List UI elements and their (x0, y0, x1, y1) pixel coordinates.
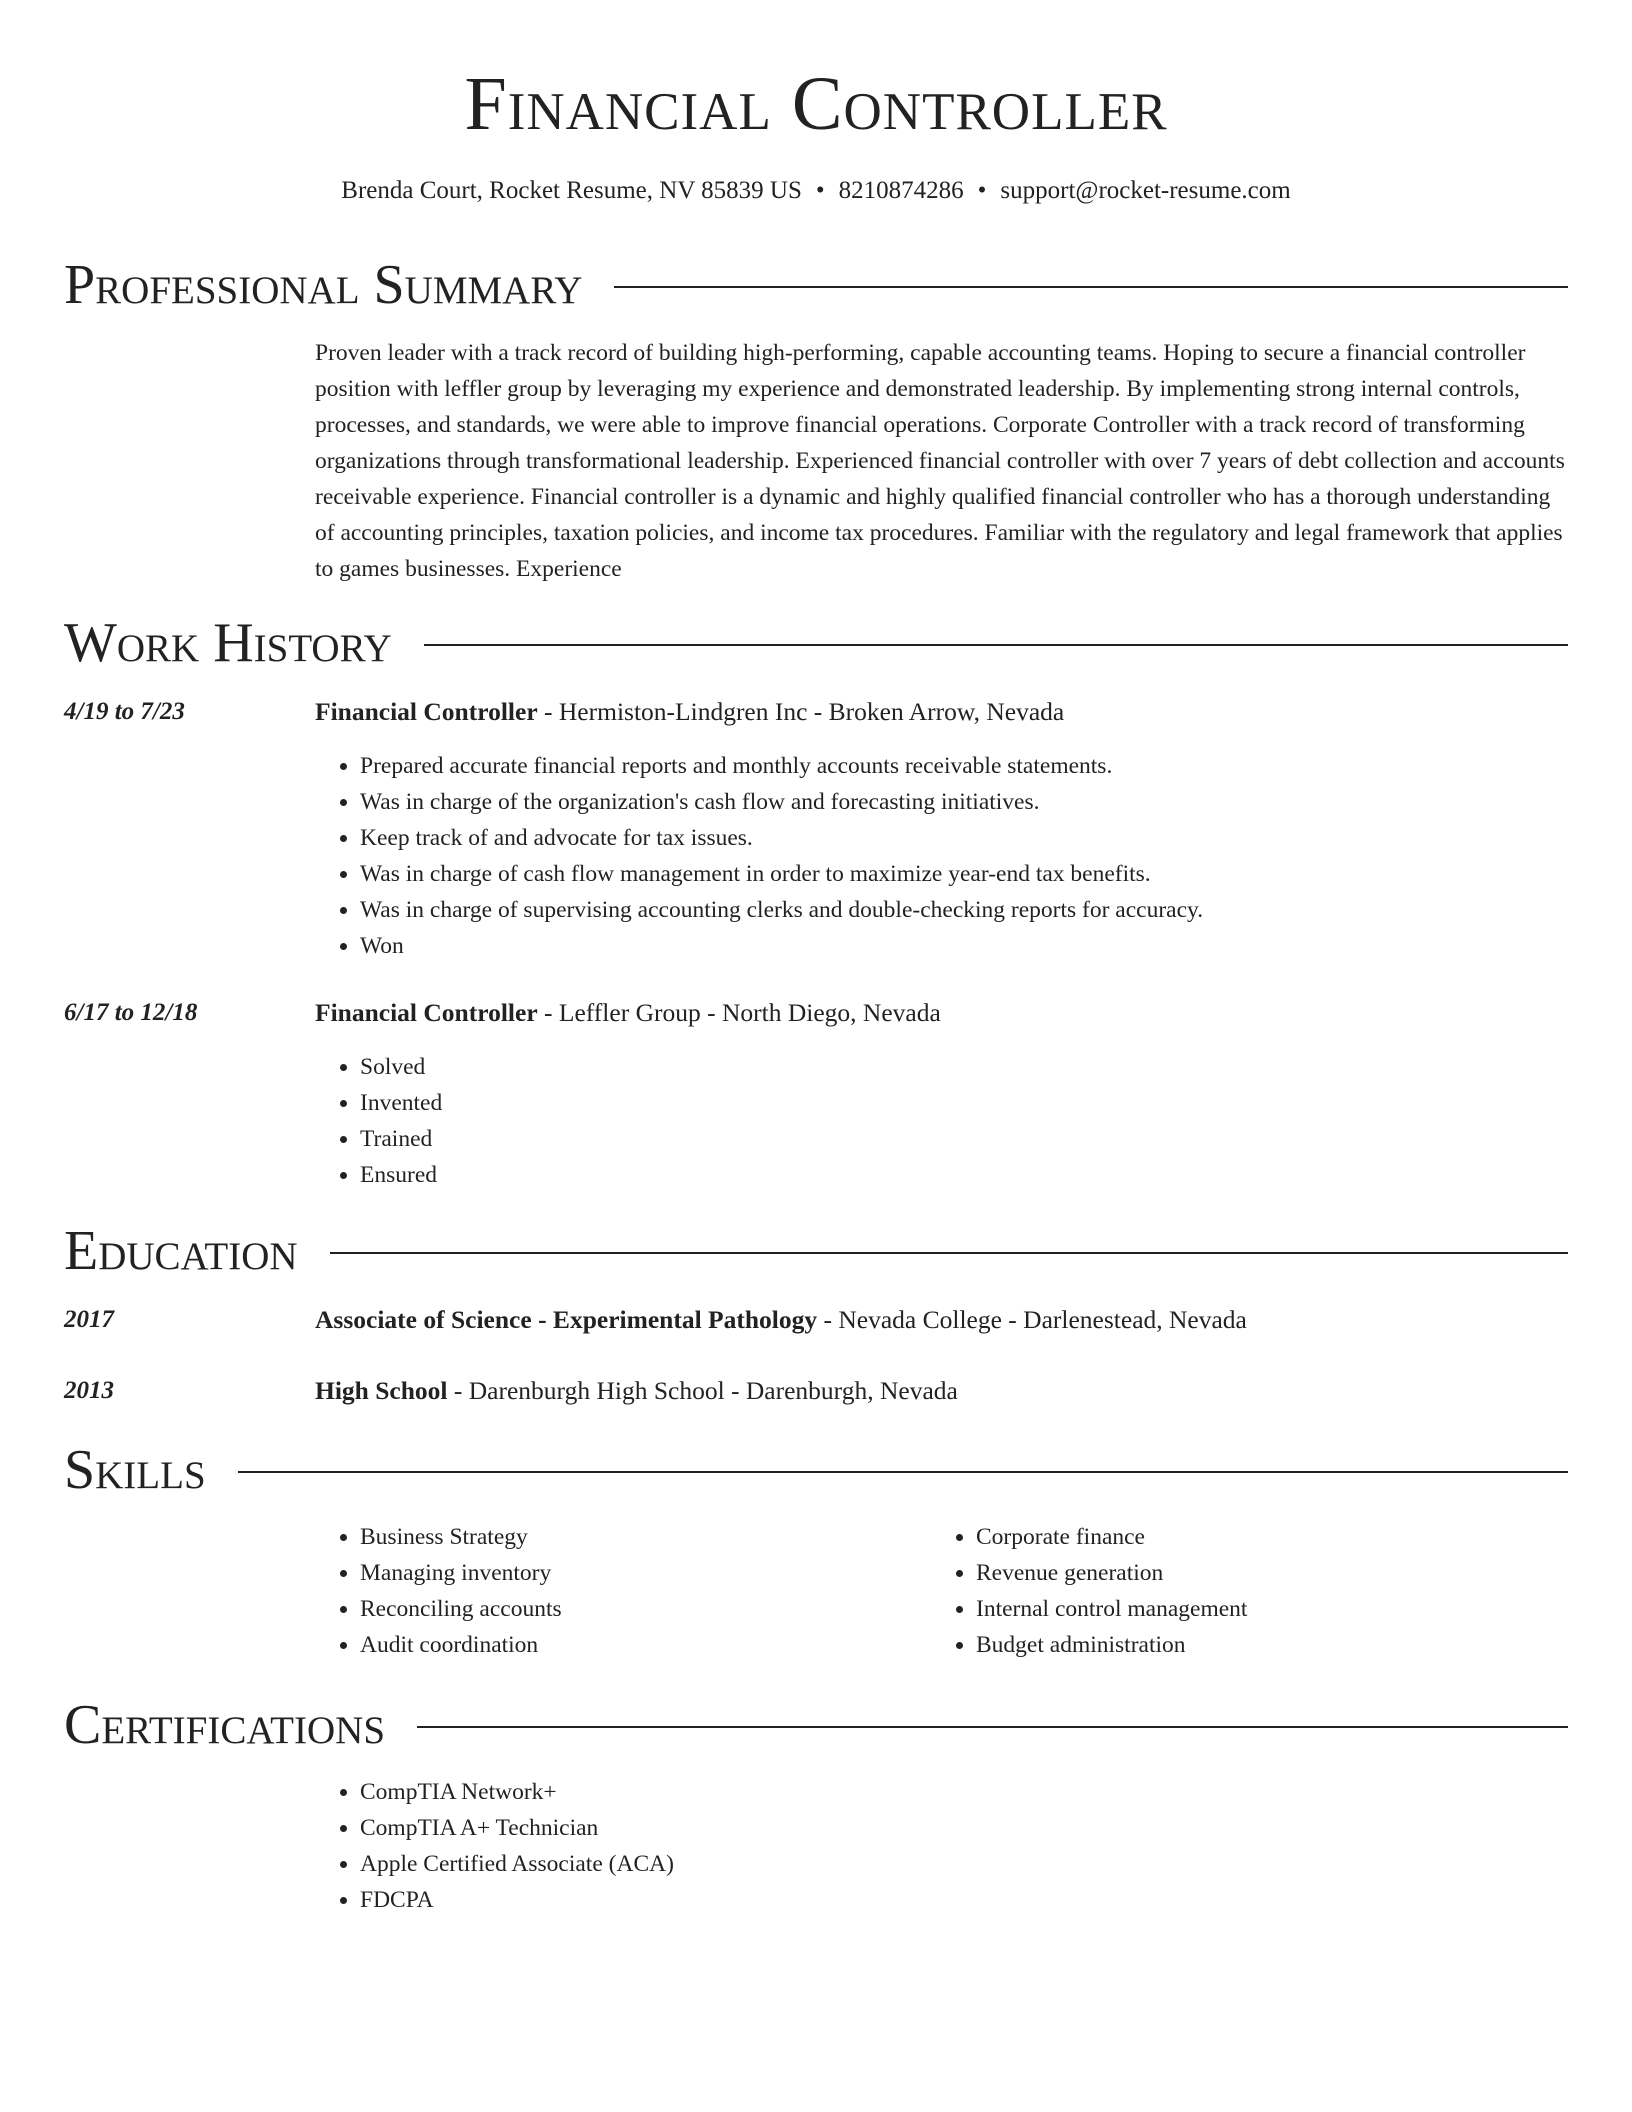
job-title: Financial Controller (315, 697, 538, 726)
education-entry (315, 1374, 958, 1408)
contact-separator: • (977, 177, 987, 204)
job-employer: - Leffler Group - North Diego, Nevada (537, 998, 941, 1027)
section-divider (238, 1471, 1568, 1473)
section-divider (424, 644, 1568, 646)
contact-separator: • (815, 177, 825, 204)
certification-item: • Apple Certified Associate (ACA) (360, 1846, 674, 1882)
section-divider (417, 1726, 1568, 1728)
contact-address: Brenda Court, Rocket Resume, NV 85839 US (341, 177, 802, 204)
section-title-certifications: Certifications (64, 1694, 386, 1756)
section-title-summary: Professional Summary (64, 254, 583, 316)
resume-title: Financial Controller (464, 62, 1168, 146)
certification-item: • CompTIA Network+ (360, 1774, 674, 1810)
certification-item: • CompTIA A+ Technician (360, 1810, 674, 1846)
list-item: • Prepared accurate financial reports and monthly accounts receivable statements. (360, 748, 1203, 784)
job-heading (315, 695, 1064, 729)
education-school: - Darenburgh High School - Darenburgh, Nevada (447, 1376, 958, 1405)
education-school: - Nevada College - Darlenestead, Nevada (817, 1305, 1247, 1334)
skills-list-left (315, 1519, 562, 1663)
section-divider (330, 1252, 1568, 1254)
skill-item: • Revenue generation (976, 1555, 1247, 1591)
job-title: Financial Controller (315, 998, 538, 1027)
skill-item: • Business Strategy (360, 1519, 562, 1555)
job-bullets (315, 1049, 442, 1193)
certifications-list (315, 1774, 674, 1918)
education-entry (315, 1303, 1247, 1337)
contact-email: support@rocket-resume.com (1000, 177, 1291, 204)
section-header-summary (64, 254, 1568, 316)
list-item: • Ensured (360, 1157, 442, 1193)
list-item: • Keep track of and advocate for tax issues. (360, 820, 1203, 856)
skill-item: • Managing inventory (360, 1555, 562, 1591)
certification-item: • FDCPA (360, 1882, 674, 1918)
section-title-skills: Skills (64, 1439, 206, 1501)
section-divider (614, 286, 1568, 288)
skill-item: • Reconciling accounts (360, 1591, 562, 1627)
job-dates: 6/17 to 12/18 (64, 999, 198, 1026)
contact-line (64, 174, 1568, 208)
list-item: • Trained (360, 1121, 442, 1157)
list-item: • Won (360, 928, 1203, 964)
job-heading (315, 996, 941, 1030)
list-item: • Invented (360, 1085, 442, 1121)
job-bullets (315, 748, 1203, 964)
list-item: • Solved (360, 1049, 442, 1085)
contact-phone: 8210874286 (838, 177, 964, 204)
list-item: • Was in charge of the organization's cash flow and forecasting initiatives. (360, 784, 1203, 820)
list-item: • Was in charge of supervising accounting clerks and double-checking reports for accuracy. (360, 892, 1203, 928)
skill-item: • Audit coordination (360, 1627, 562, 1663)
list-item: • Was in charge of cash flow management in order to maximize year-end tax benefits. (360, 856, 1203, 892)
education-year: 2013 (64, 1377, 114, 1404)
job-dates: 4/19 to 7/23 (64, 698, 185, 725)
section-header-skills (64, 1439, 1568, 1501)
section-title-work-history: Work History (64, 612, 392, 674)
section-header-education (64, 1220, 1568, 1282)
education-degree: Associate of Science - Experimental Pathology (315, 1305, 818, 1334)
skill-item: • Corporate finance (976, 1519, 1247, 1555)
section-title-education: Education (64, 1220, 298, 1282)
skill-item: • Budget administration (976, 1627, 1247, 1663)
section-header-certifications (64, 1694, 1568, 1756)
skills-list-right (931, 1519, 1247, 1663)
skill-item: • Internal control management (976, 1591, 1247, 1627)
education-degree: High School (315, 1376, 448, 1405)
summary-text: Proven leader with a track record of building high-performing, capable accounting teams. Hoping to secure a financial controller position with leffler group by leveraging my experience and demonstrated leadership. By implementing strong internal controls, processes, and standards, we were able to improve financial operations. Corporate Controller with a track record of transforming organizations through transformational leadership. Experienced financial controller with over 7 years of debt collection and accounts receivable experience. Financial controller is a dynamic and highly qualified financial controller who has a thorough understanding of accounting principles, taxation policies, and income tax procedures. Familiar with the regulatory and legal framework that applies to games businesses. Experience (315, 340, 1565, 582)
section-header-work-history (64, 612, 1568, 674)
education-year: 2017 (64, 1306, 114, 1333)
job-employer: - Hermiston-Lindgren Inc - Broken Arrow, Nevada (537, 697, 1065, 726)
